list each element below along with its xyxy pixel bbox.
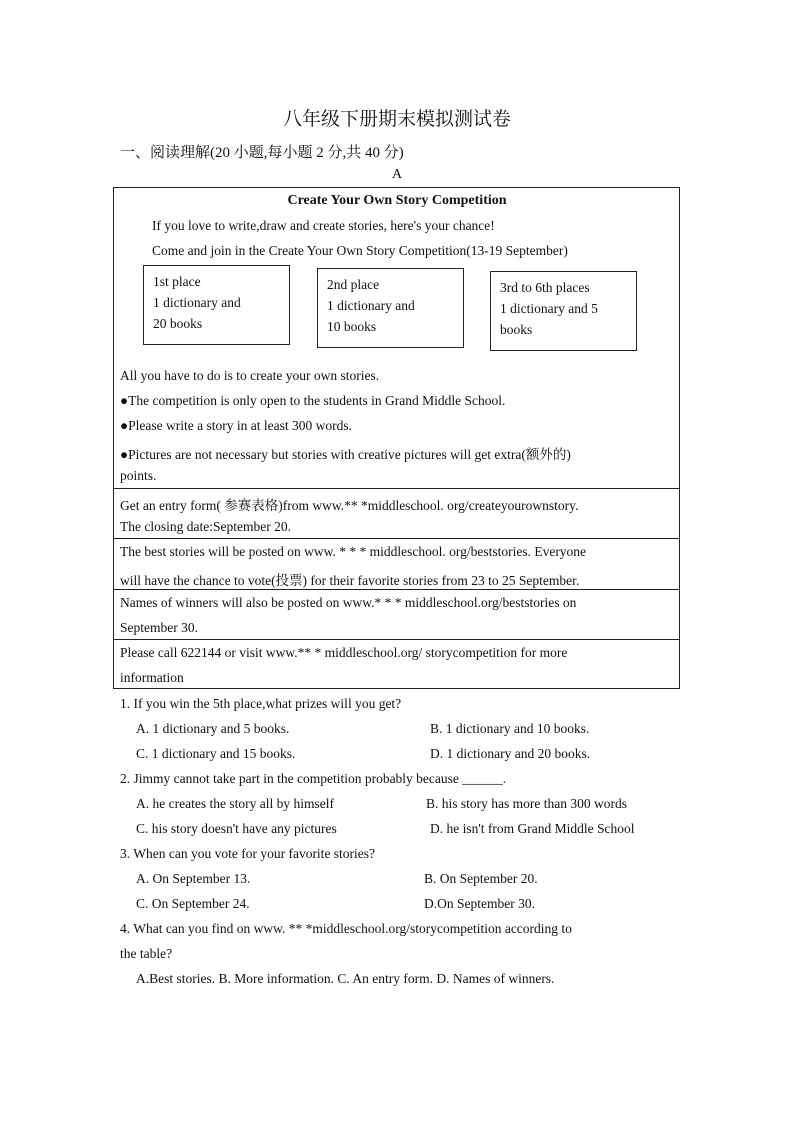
winners-info: September 30. bbox=[120, 620, 198, 635]
notice-heading: Create Your Own Story Competition bbox=[287, 193, 507, 208]
winners-info: Names of winners will also be posted on www.* * * middleschool.org/beststories on bbox=[120, 595, 577, 610]
voting-info: The best stories will be posted on www. * * * middleschool. org/beststories. Everyone bbox=[120, 544, 587, 559]
answer-option: B. his story has more than 300 words bbox=[426, 796, 627, 811]
contact-info: Please call 622144 or visit www.** * middleschool.org/ storycompetition for more bbox=[120, 645, 568, 660]
question-stem: 3. When can you vote for your favorite stories? bbox=[120, 846, 376, 861]
rules-intro: All you have to do is to create your own stories. bbox=[120, 368, 380, 383]
table-divider bbox=[113, 639, 680, 640]
answer-option: B. 1 dictionary and 10 books. bbox=[430, 721, 590, 736]
answer-option: A. 1 dictionary and 5 books. bbox=[136, 721, 290, 736]
answer-option: D. 1 dictionary and 20 books. bbox=[430, 746, 591, 761]
question-stem: 1. If you win the 5th place,what prizes will you get? bbox=[120, 696, 402, 711]
prize-box-third-to-sixth bbox=[490, 271, 637, 351]
rule-item: ●Please write a story in at least 300 words. bbox=[120, 418, 352, 433]
answer-option: C. 1 dictionary and 15 books. bbox=[136, 746, 296, 761]
prize-box-second bbox=[317, 268, 464, 348]
question-stem: 4. What can you find on www. ** *middleschool.org/storycompetition according to bbox=[120, 921, 572, 936]
prize-detail: 10 books bbox=[327, 319, 377, 334]
answer-option: A. he creates the story all by himself bbox=[136, 796, 334, 811]
closing-date: The closing date:September 20. bbox=[120, 519, 291, 534]
table-divider bbox=[113, 538, 680, 539]
question-stem-continued: the table? bbox=[120, 946, 173, 961]
prize-place: 3rd to 6th places bbox=[500, 280, 590, 295]
voting-info: will have the chance to vote(投票) for their favorite stories from 23 to 25 September. bbox=[120, 573, 580, 588]
answer-options-row: A.Best stories. B. More information. C. An entry form. D. Names of winners. bbox=[136, 971, 555, 986]
answer-option: C. his story doesn't have any pictures bbox=[136, 821, 337, 836]
entry-form-info: Get an entry form( 参赛表格)from www.** *middleschool. org/createyourownstory. bbox=[120, 498, 579, 513]
notice-intro: Come and join in the Create Your Own Story Competition(13-19 September) bbox=[152, 243, 568, 258]
passage-label: A bbox=[391, 167, 403, 182]
prize-detail: 20 books bbox=[153, 316, 203, 331]
answer-option: A. On September 13. bbox=[136, 871, 251, 886]
rule-item: ●Pictures are not necessary but stories with creative pictures will get extra(额外的) bbox=[120, 447, 571, 462]
contact-info: information bbox=[120, 670, 184, 685]
prize-detail: 1 dictionary and bbox=[153, 295, 241, 310]
answer-option: B. On September 20. bbox=[424, 871, 538, 886]
prize-place: 2nd place bbox=[327, 277, 380, 292]
prize-place: 1st place bbox=[153, 274, 201, 289]
table-divider bbox=[113, 488, 680, 489]
answer-option: D.On September 30. bbox=[424, 896, 535, 911]
notice-intro: If you love to write,draw and create stories, here's your chance! bbox=[152, 218, 495, 233]
answer-option: C. On September 24. bbox=[136, 896, 250, 911]
page-title: 八年级下册期末模拟测试卷 bbox=[282, 109, 511, 130]
section-heading: 一、阅读理解(20 小题,每小题 2 分,共 40 分) bbox=[120, 145, 404, 161]
prize-detail: 1 dictionary and 5 bbox=[500, 301, 598, 316]
rule-item-continued: points. bbox=[120, 468, 157, 483]
table-divider bbox=[113, 589, 680, 590]
prize-detail: books bbox=[500, 322, 533, 337]
rule-item: ●The competition is only open to the students in Grand Middle School. bbox=[120, 393, 506, 408]
prize-box-first bbox=[143, 265, 290, 345]
answer-option: D. he isn't from Grand Middle School bbox=[430, 821, 635, 836]
prize-detail: 1 dictionary and bbox=[327, 298, 415, 313]
notice-table bbox=[113, 187, 680, 689]
question-stem: 2. Jimmy cannot take part in the competition probably because ______. bbox=[120, 771, 507, 786]
